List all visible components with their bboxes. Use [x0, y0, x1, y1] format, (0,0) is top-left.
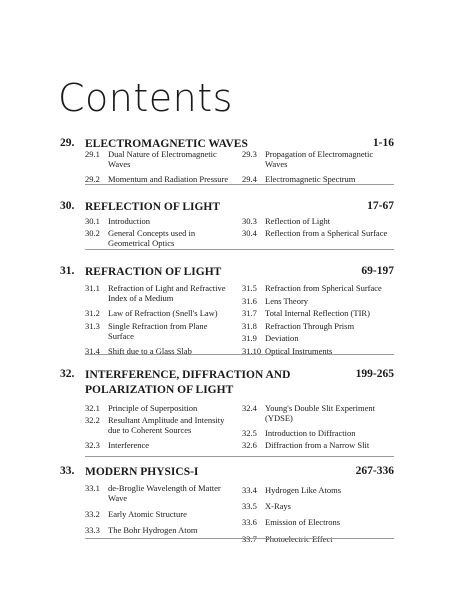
section-number: 32.2 [85, 415, 100, 425]
section-title: Hydrogen Like Atoms [265, 485, 342, 495]
section-number: 32.6 [242, 440, 257, 450]
section-title: Shift due to a Glass Slab [108, 346, 192, 356]
section-item[interactable] [85, 525, 197, 535]
chapter-heading[interactable] [60, 265, 394, 281]
chapter-number: 33. [60, 465, 75, 477]
section-number: 32.3 [85, 440, 100, 450]
section-title: Lens Theory [265, 296, 309, 306]
section-item[interactable] [242, 308, 370, 318]
section-title: Total Internal Reflection (TIR) [265, 308, 370, 318]
section-item[interactable] [85, 415, 235, 435]
section-item[interactable] [242, 149, 397, 169]
section-item[interactable] [242, 174, 355, 184]
section-title: Optical Instruments [265, 346, 333, 356]
chapter-title: INTERFERENCE, DIFFRACTION AND POLARIZATION OF LIGHT [85, 369, 291, 396]
section-number: 30.2 [85, 228, 100, 238]
section-number: 31.1 [85, 283, 100, 293]
section-number: 31.10 [242, 346, 262, 356]
section-number: 31.9 [242, 333, 257, 343]
section-number: 29.2 [85, 174, 100, 184]
section-number: 33.7 [242, 534, 257, 544]
chapter-33 [60, 465, 394, 544]
chapter-pages: 1-16 [372, 137, 394, 149]
section-title: de-Broglie Wavelength of Matter Wave [108, 483, 221, 503]
section-number: 32.1 [85, 403, 100, 413]
section-item[interactable] [242, 440, 369, 450]
section-title: Refraction Through Prism [265, 321, 355, 331]
section-title: Propagation of Electromagnetic Waves [265, 149, 374, 169]
section-title: Introduction [108, 216, 151, 226]
section-title: Reflection of Light [265, 216, 331, 226]
section-title: Single Refraction from Plane Surface [108, 321, 208, 341]
divider [85, 456, 394, 457]
section-title: Electromagnetic Spectrum [265, 174, 356, 184]
section-title: Deviation [265, 333, 299, 343]
section-number: 33.2 [85, 509, 100, 519]
section-item[interactable] [85, 216, 150, 226]
section-item[interactable] [242, 321, 354, 331]
section-number: 32.5 [242, 428, 257, 438]
section-number: 30.4 [242, 228, 257, 238]
section-item[interactable] [85, 403, 197, 413]
chapter-heading[interactable] [60, 368, 394, 400]
section-item[interactable] [242, 403, 397, 423]
section-number: 30.3 [242, 216, 257, 226]
chapter-pages: 17-67 [367, 200, 394, 212]
section-title: X-Rays [265, 501, 291, 511]
section-title: General Concepts used in Geometrical Optics [108, 228, 196, 248]
section-item[interactable] [85, 440, 149, 450]
section-number: 33.3 [85, 525, 100, 535]
chapter-title: REFRACTION OF LIGHT [85, 266, 222, 278]
chapter-pages: 267-336 [355, 465, 394, 477]
section-title: Young's Double Slit Experiment (YDSE) [265, 403, 375, 423]
section-number: 29.4 [242, 174, 257, 184]
section-title: Refraction from Spherical Surface [265, 283, 382, 293]
section-title: Momentum and Radiation Pressure [108, 174, 229, 184]
section-number: 29.3 [242, 149, 257, 159]
page-title: Contents [58, 76, 233, 120]
section-item[interactable] [85, 283, 235, 303]
chapter-heading[interactable] [60, 465, 394, 481]
chapter-29 [60, 137, 394, 184]
section-item[interactable] [85, 228, 235, 248]
chapter-heading[interactable] [60, 200, 394, 216]
chapter-title: ELECTROMAGNETIC WAVES [85, 138, 248, 150]
section-number: 33.6 [242, 517, 257, 527]
section-item[interactable] [242, 534, 333, 544]
divider [85, 354, 394, 355]
chapter-number: 32. [60, 368, 75, 380]
section-number: 31.6 [242, 296, 257, 306]
divider [85, 538, 394, 539]
chapter-pages: 199-265 [355, 368, 394, 380]
section-number: 31.5 [242, 283, 257, 293]
section-title: Introduction to Diffraction [265, 428, 356, 438]
section-title: Reflection from a Spherical Surface [265, 228, 388, 238]
divider [85, 184, 394, 185]
section-number: 31.7 [242, 308, 257, 318]
section-item[interactable] [242, 517, 340, 527]
section-item[interactable] [242, 501, 291, 511]
chapter-32 [60, 368, 394, 450]
section-number: 30.1 [85, 216, 100, 226]
chapter-number: 29. [60, 137, 75, 149]
section-item[interactable] [85, 308, 218, 318]
chapter-number: 31. [60, 265, 75, 277]
section-number: 31.8 [242, 321, 257, 331]
section-number: 33.1 [85, 483, 100, 493]
section-title: Dual Nature of Electromagnetic Waves [108, 149, 217, 169]
section-title: Early Atomic Structure [108, 509, 187, 519]
chapter-title: MODERN PHYSICS-I [85, 466, 199, 478]
section-number: 31.2 [85, 308, 100, 318]
section-item[interactable] [85, 149, 235, 169]
chapter-title: REFLECTION OF LIGHT [85, 201, 221, 213]
section-title: Law of Refraction (Snell's Law) [108, 308, 218, 318]
section-title: Refraction of Light and Refractive Index of a Medium [108, 283, 226, 303]
chapter-31 [60, 265, 394, 356]
section-item[interactable] [242, 228, 387, 238]
section-item[interactable] [242, 283, 382, 293]
section-item[interactable] [85, 509, 187, 519]
divider [85, 249, 394, 250]
section-number: 33.5 [242, 501, 257, 511]
chapter-number: 30. [60, 200, 75, 212]
section-title: Diffraction from a Narrow Slit [265, 440, 370, 450]
section-number: 31.3 [85, 321, 100, 331]
section-item[interactable] [85, 483, 235, 503]
section-number: 29.1 [85, 149, 100, 159]
section-item[interactable] [242, 428, 356, 438]
section-number: 31.4 [85, 346, 100, 356]
section-title: Emission of Electrons [265, 517, 341, 527]
chapter-30 [60, 200, 394, 248]
section-item[interactable] [85, 321, 235, 341]
section-title: Resultant Amplitude and Intensity due to Coherent Sources [108, 415, 225, 435]
section-number: 32.4 [242, 403, 257, 413]
section-title: Principle of Superposition [108, 403, 198, 413]
section-item[interactable] [85, 174, 228, 184]
chapter-pages: 69-197 [361, 265, 394, 277]
section-title: Interference [108, 440, 150, 450]
section-item[interactable] [242, 333, 299, 343]
section-title: Photoelectric Effect [265, 534, 333, 544]
section-item[interactable] [242, 216, 330, 226]
section-item[interactable] [242, 485, 341, 495]
section-title: The Bohr Hydrogen Atom [108, 525, 198, 535]
section-number: 33.4 [242, 485, 257, 495]
section-item[interactable] [242, 296, 308, 306]
